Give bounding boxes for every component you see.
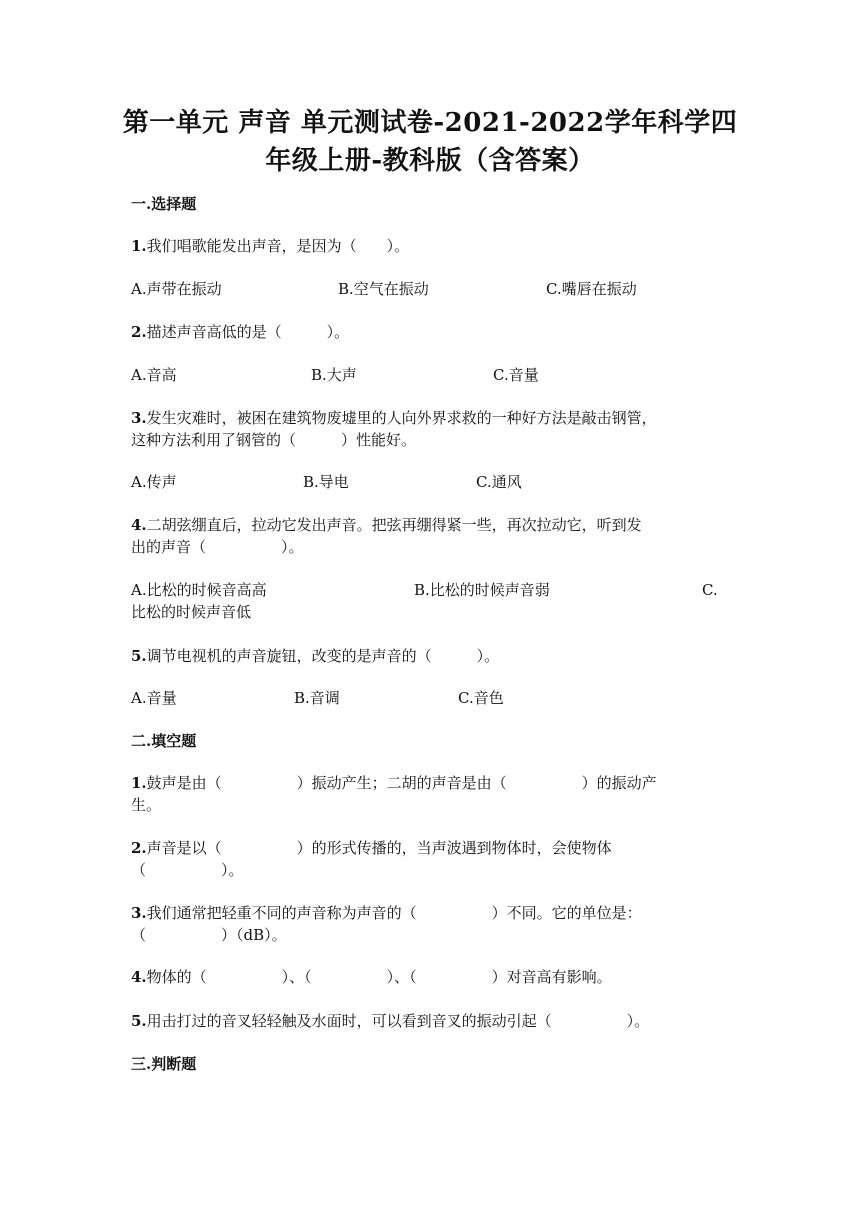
question-text: 二胡弦绷直后，拉动它发出声音。把弦再绷得紧一些，再次拉动它，听到发: [146, 516, 642, 534]
question-text: 用击打过的音叉轻轻触及水面时，可以看到音叉的振动引起（ ）。: [146, 1012, 650, 1030]
question-number: 3.: [131, 409, 147, 427]
question-text: 声音是以（ ）的形式传播的，当声波遇到物体时，会使物体: [146, 839, 612, 857]
choice-question-5: [131, 645, 499, 667]
question-number: 1.: [131, 237, 147, 255]
choice-q1-option-b: B.空气在振动: [338, 280, 429, 298]
choice-question-4-line-1: [131, 514, 642, 536]
choice-question-1: [131, 235, 409, 257]
question-number: 5.: [131, 647, 147, 665]
choice-question-3-line-1: [131, 407, 657, 429]
question-text: 我们唱歌能发出声音，是因为（ ）。: [146, 237, 410, 255]
question-number: 5.: [131, 1012, 147, 1030]
choice-q5-option-c: C.音色: [458, 689, 504, 707]
section-heading-fill: 二.填空题: [131, 732, 197, 750]
question-text: 物体的（ ）、（ ）、（ ）对音高有影响。: [146, 968, 612, 986]
question-text: 发生灾难时，被困在建筑物废墟里的人向外界求救的一种好方法是敲击钢管，: [146, 409, 657, 427]
choice-q2-option-a: A.音高: [131, 366, 177, 384]
choice-q4-option-a: A.比松的时候音高高: [131, 581, 267, 599]
question-number: 3.: [131, 904, 147, 922]
choice-q3-option-b: B.导电: [303, 473, 349, 491]
fill-question-3-line-2: （ ）（dB）。: [131, 926, 287, 944]
question-text: 调节电视机的声音旋钮，改变的是声音的（ ）。: [146, 647, 500, 665]
choice-question-4-line-2: 出的声音（ ）。: [131, 538, 304, 556]
choice-q2-option-b: B.大声: [311, 366, 357, 384]
choice-q5-option-a: A.音量: [131, 689, 177, 707]
question-number: 4.: [131, 968, 147, 986]
fill-question-1-line-1: [131, 772, 657, 794]
fill-question-2-line-2: （ ）。: [131, 861, 244, 879]
question-number: 4.: [131, 516, 147, 534]
page-title-line-2: 年级上册-教科版（含答案）: [265, 146, 595, 176]
choice-q5-option-b: B.音调: [294, 689, 340, 707]
section-heading-choice: 一.选择题: [131, 195, 197, 213]
question-number: 1.: [131, 774, 147, 792]
choice-q4-option-c-text: 比松的时候声音低: [131, 603, 252, 621]
choice-q2-option-c: C.音量: [493, 366, 539, 384]
choice-q1-option-a: A.声带在振动: [131, 280, 222, 298]
choice-q4-option-c-label: C.: [702, 581, 718, 599]
page-title-line-1: 第一单元 声音 单元测试卷-2021-2022学年科学四: [122, 108, 738, 138]
fill-question-4: [131, 966, 612, 988]
question-text: 我们通常把轻重不同的声音称为声音的（ ）不同。它的单位是：: [146, 904, 642, 922]
section-heading-judge: 三.判断题: [131, 1055, 197, 1073]
fill-question-1-line-2: 生。: [131, 796, 162, 814]
question-text: 描述声音高低的是（ ）。: [146, 323, 350, 341]
choice-q3-option-c: C.通风: [476, 473, 522, 491]
question-text: 鼓声是由（ ）振动产生；二胡的声音是由（ ）的振动产: [146, 774, 657, 792]
fill-question-2-line-1: [131, 837, 612, 859]
question-number: 2.: [131, 323, 147, 341]
question-number: 2.: [131, 839, 147, 857]
choice-q3-option-a: A.传声: [131, 473, 177, 491]
choice-question-2: [131, 321, 349, 343]
fill-question-5: [131, 1010, 649, 1032]
fill-question-3-line-1: [131, 902, 642, 924]
choice-question-3-line-2: 这种方法利用了钢管的（ ）性能好。: [131, 431, 417, 449]
choice-q4-option-b: B.比松的时候声音弱: [414, 581, 550, 599]
choice-q1-option-c: C.嘴唇在振动: [546, 280, 637, 298]
